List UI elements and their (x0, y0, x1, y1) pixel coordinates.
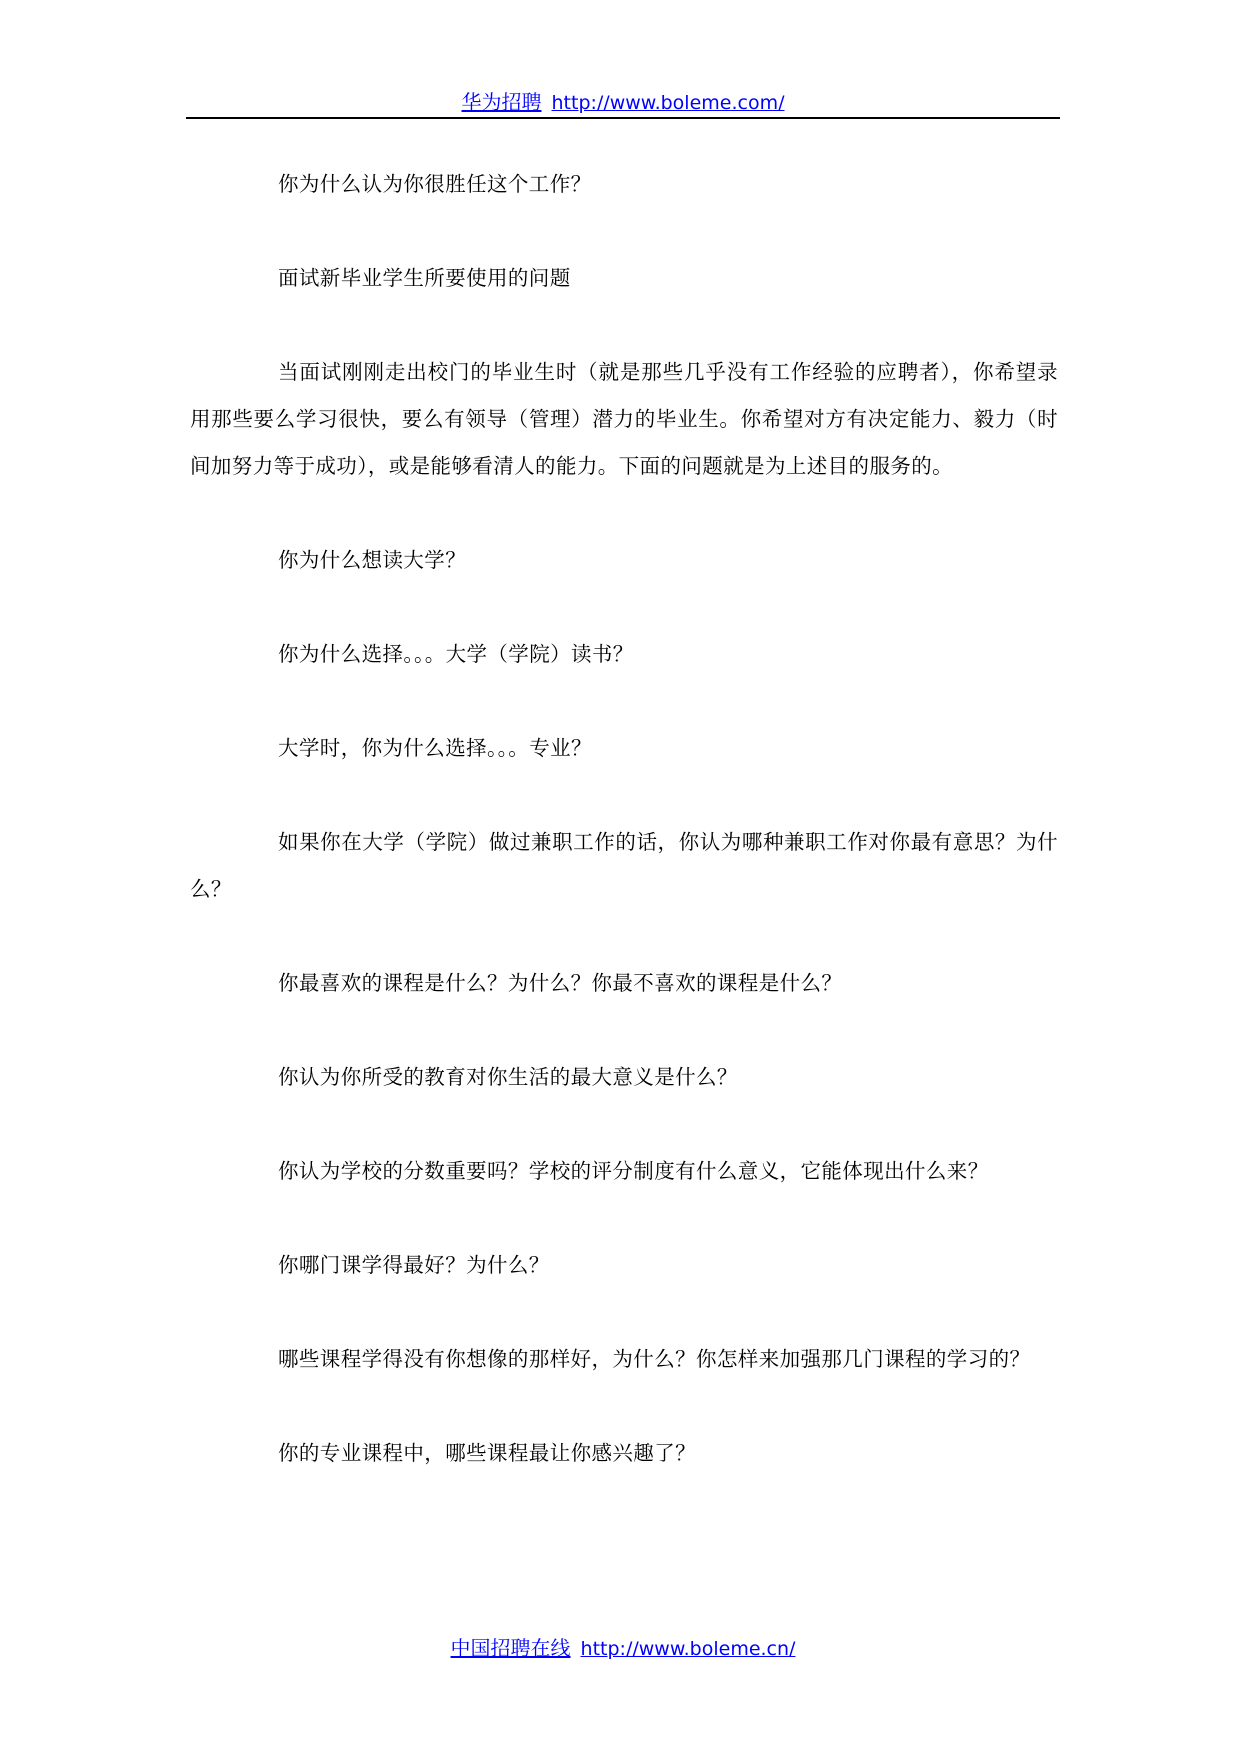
question-item: 大学时，你为什么选择。。。专业？ (278, 736, 592, 760)
question-item: 你为什么想读大学？ (278, 548, 467, 572)
header-site-link[interactable]: 华为招聘 (461, 90, 542, 114)
footer-url-link[interactable]: http://www.boleme.cn/ (580, 1638, 796, 1660)
question-item: 你最喜欢的课程是什么？为什么？你最不喜欢的课程是什么？ (278, 971, 843, 995)
paragraph: 你为什么认为你很胜任这个工作？ (278, 172, 592, 196)
question-item: 你的专业课程中，哪些课程最让你感兴趣了？ (278, 1441, 696, 1465)
question-item: 你为什么选择。。。大学（学院）读书？ (278, 642, 634, 666)
document-body (190, 161, 1058, 1524)
question-item: 你认为学校的分数重要吗？学校的评分制度有什么意义，它能体现出什么来？ (278, 1159, 989, 1183)
header-url-link[interactable]: http://www.boleme.com/ (551, 92, 785, 114)
paragraph: 当面试刚刚走出校门的毕业生时（就是那些几乎没有工作经验的应聘者），你希望录用那些要么学习很快，要么有领导（管理）潜力的毕业生。你希望对方有决定能力、毅力（时间加努力等于成功），或是能够看清人的能力。下面的问题就是为上述目的服务的。 (190, 360, 1058, 478)
question-item: 哪些课程学得没有你想像的那样好，为什么？你怎样来加强那几门课程的学习的？ (278, 1347, 1031, 1371)
page-footer (186, 1634, 1060, 1663)
question-item: 你认为你所受的教育对你生活的最大意义是什么？ (278, 1065, 738, 1089)
section-heading: 面试新毕业学生所要使用的问题 (278, 266, 571, 290)
question-item: 如果你在大学（学院）做过兼职工作的话，你认为哪种兼职工作对你最有意思？为什么？ (190, 830, 1058, 901)
page-header (186, 88, 1060, 117)
question-item: 你哪门课学得最好？为什么？ (278, 1253, 550, 1277)
header-divider (186, 117, 1060, 119)
footer-site-link[interactable]: 中国招聘在线 (450, 1636, 571, 1660)
